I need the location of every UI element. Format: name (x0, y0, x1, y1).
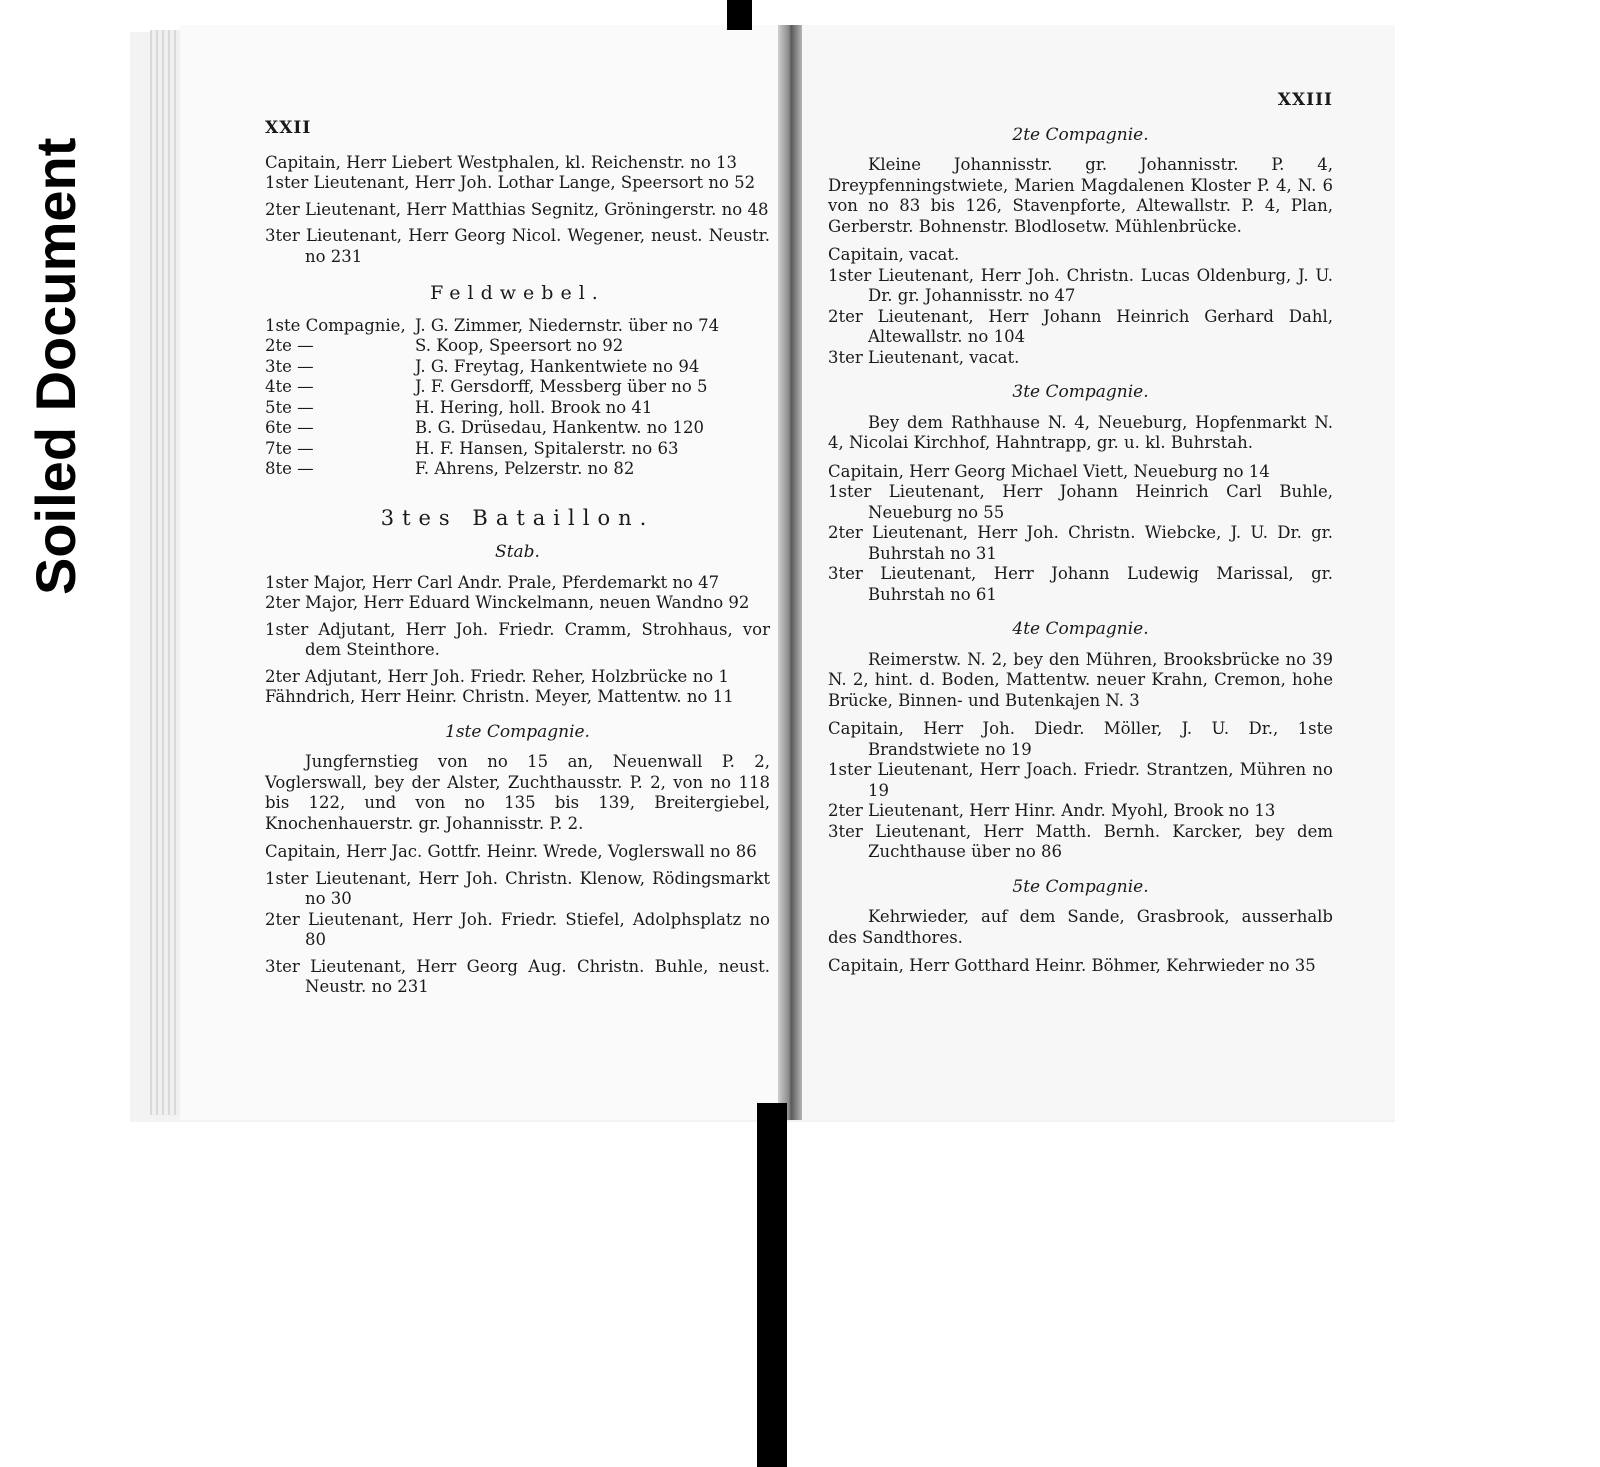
list-item: 1ster Lieutenant, Herr Johann Heinrich Carl Buhle, Neueburg no 55 (828, 482, 1333, 522)
book-spine (778, 25, 802, 1120)
person-name: S. Koop, Speersort no 92 (415, 336, 624, 355)
page-number: XXII (265, 118, 312, 138)
section-heading: 3te Compagnie. (1012, 382, 1149, 402)
list-item: 1ster Adjutant, Herr Joh. Friedr. Cramm, Strohhaus, vor dem Steinthore. (265, 619, 770, 659)
list-item (265, 418, 770, 439)
bottom-strap (757, 1103, 787, 1467)
person-name: J. G. Freytag, Hankentwiete no 94 (415, 356, 700, 376)
person-name: F. Ahrens, Pelzerstr. no 82 (415, 459, 635, 478)
officer-list (828, 462, 1333, 606)
list-item (265, 398, 770, 419)
list-item: 2ter Major, Herr Eduard Winckelmann, neuen Wandno 92 (265, 593, 750, 612)
person-name: J. G. Zimmer, Niedernstr. über no 74 (415, 315, 720, 335)
list-item: 3ter Lieutenant, Herr Georg Aug. Christn. Buhle, neust. Neustr. no 231 (265, 956, 770, 996)
list-item: 2ter Lieutenant, Herr Joh. Friedr. Stiefel, Adolphsplatz no 80 (265, 909, 770, 949)
list-item: 3ter Lieutenant, vacat. (828, 347, 1020, 367)
company-label: 1ste Compagnie, (265, 315, 406, 335)
list-item: 2ter Adjutant, Herr Joh. Friedr. Reher, Holzbrücke no 1 (265, 666, 729, 686)
company-label: 4te — (265, 377, 314, 396)
district-description: Kleine Johannisstr. gr. Johannisstr. P. 4, Dreypfenningstwiete, Marien Magdalenen Kloster P. 4, N. 6 von no 83 bis 126, Stavenpforte, Altewallstr. P. 4, Plan, Gerberstr. Bohnenstr. Blodlosetw. Mühlenbrücke. (828, 155, 1333, 236)
page-edges (150, 30, 182, 1115)
list-item (265, 316, 770, 337)
district-description: Jungfernstieg von no 15 an, Neuenwall P. 2, Voglerswall, bey der Alster, Zuchthausstr. P. 2, von no 118 bis 122, und von no 135 bis 139, Breitergiebel, Knochenhauerstr. gr. Johannisstr. P. 2. (265, 752, 770, 833)
list-item: Capitain, Herr Jac. Gottfr. Heinr. Wrede, Voglerswall no 86 (265, 842, 757, 861)
company-label: 6te — (265, 418, 314, 437)
officer-list (828, 245, 1333, 368)
page-number: XXIII (1277, 90, 1333, 110)
person-name: H. F. Hansen, Spitalerstr. no 63 (415, 438, 679, 458)
list-item: 1ster Lieutenant, Herr Joh. Lothar Lange, Speersort no 52 (265, 173, 756, 192)
left-page-text (265, 118, 770, 998)
list-item: Capitain, Herr Liebert Westphalen, kl. Reichenstr. no 13 (265, 152, 738, 172)
company-label: 3te — (265, 356, 314, 376)
list-item (265, 377, 770, 398)
company-label: 7te — (265, 438, 314, 458)
list-item: 1ster Major, Herr Carl Andr. Prale, Pferdemarkt no 47 (265, 572, 720, 592)
top-strap (727, 0, 752, 30)
company-label: 8te — (265, 459, 314, 478)
list-item (265, 357, 770, 378)
officer-list (265, 842, 770, 998)
list-item: Capitain, Herr Joh. Diedr. Möller, J. U. Dr., 1ste Brandstwiete no 19 (828, 719, 1333, 759)
list-item: 1ster Lieutenant, Herr Joh. Christn. Lucas Oldenburg, J. U. Dr. gr. Johannisstr. no 47 (828, 265, 1333, 305)
officer-list (828, 719, 1333, 863)
person-name: H. Hering, holl. Brook no 41 (415, 397, 653, 417)
right-page-text (828, 90, 1333, 977)
section-heading: Stab. (495, 542, 540, 562)
district-description: Kehrwieder, auf dem Sande, Grasbrook, ausserhalb des Sandthores. (828, 907, 1333, 947)
section-heading: 4te Compagnie. (1012, 619, 1149, 639)
list-item: Capitain, Herr Georg Michael Viett, Neueburg no 14 (828, 461, 1270, 481)
list-item: 2ter Lieutenant, Herr Johann Heinrich Gerhard Dahl, Altewallstr. no 104 (828, 306, 1333, 346)
officer-list (828, 956, 1333, 977)
side-label (20, 95, 90, 615)
list-item (265, 439, 770, 460)
list-item: 1ster Lieutenant, Herr Joh. Christn. Klenow, Rödingsmarkt no 30 (265, 868, 770, 908)
section-heading: 1ste Compagnie. (445, 721, 590, 742)
list-item: Capitain, vacat. (828, 245, 960, 264)
company-label: 2te — (265, 336, 314, 355)
person-name: J. F. Gersdorff, Messberg über no 5 (415, 377, 708, 396)
section-heading: Feldwebel. (430, 282, 605, 304)
battalion-heading: 3tes Bataillon. (380, 505, 655, 530)
list-item: 3ter Lieutenant, Herr Johann Ludewig Marissal, gr. Buhrstah no 61 (828, 564, 1333, 604)
list-item: 2ter Lieutenant, Herr Joh. Christn. Wiebcke, J. U. Dr. gr. Buhrstah no 31 (828, 523, 1333, 563)
list-item (265, 336, 770, 357)
side-label-text: Soiled Document (24, 137, 87, 595)
list-item (265, 459, 770, 480)
district-description: Bey dem Rathhause N. 4, Neueburg, Hopfenmarkt N. 4, Nicolai Kirchhof, Hahntrapp, gr. u. kl. Buhrstah. (828, 412, 1333, 452)
list-item: 1ster Lieutenant, Herr Joach. Friedr. Strantzen, Mühren no 19 (828, 760, 1333, 800)
company-label: 5te — (265, 397, 314, 417)
stab-list (265, 573, 770, 708)
feldwebel-list (265, 316, 770, 480)
list-item: 3ter Lieutenant, Herr Georg Nicol. Wegener, neust. Neustr. no 231 (265, 226, 770, 266)
list-item: 3ter Lieutenant, Herr Matth. Bernh. Karcker, bey dem Zuchthause über no 86 (828, 821, 1333, 861)
list-item: 2ter Lieutenant, Herr Hinr. Andr. Myohl, Brook no 13 (828, 801, 1276, 820)
officer-list (265, 153, 770, 268)
section-heading: 5te Compagnie. (1012, 876, 1149, 897)
person-name: B. G. Drüsedau, Hankentw. no 120 (415, 418, 705, 437)
list-item: Fähndrich, Herr Heinr. Christn. Meyer, Mattentw. no 11 (265, 687, 734, 706)
section-heading: 2te Compagnie. (1012, 124, 1149, 145)
district-description: Reimerstw. N. 2, bey den Mühren, Brooksbrücke no 39 N. 2, hint. d. Boden, Mattentw. neuer Krahn, Cremon, hohe Brücke, Binnen- und Butenkajen N. 3 (828, 649, 1333, 710)
list-item: 2ter Lieutenant, Herr Matthias Segnitz, Gröningerstr. no 48 (265, 199, 769, 219)
list-item: Capitain, Herr Gotthard Heinr. Böhmer, Kehrwieder no 35 (828, 956, 1316, 975)
